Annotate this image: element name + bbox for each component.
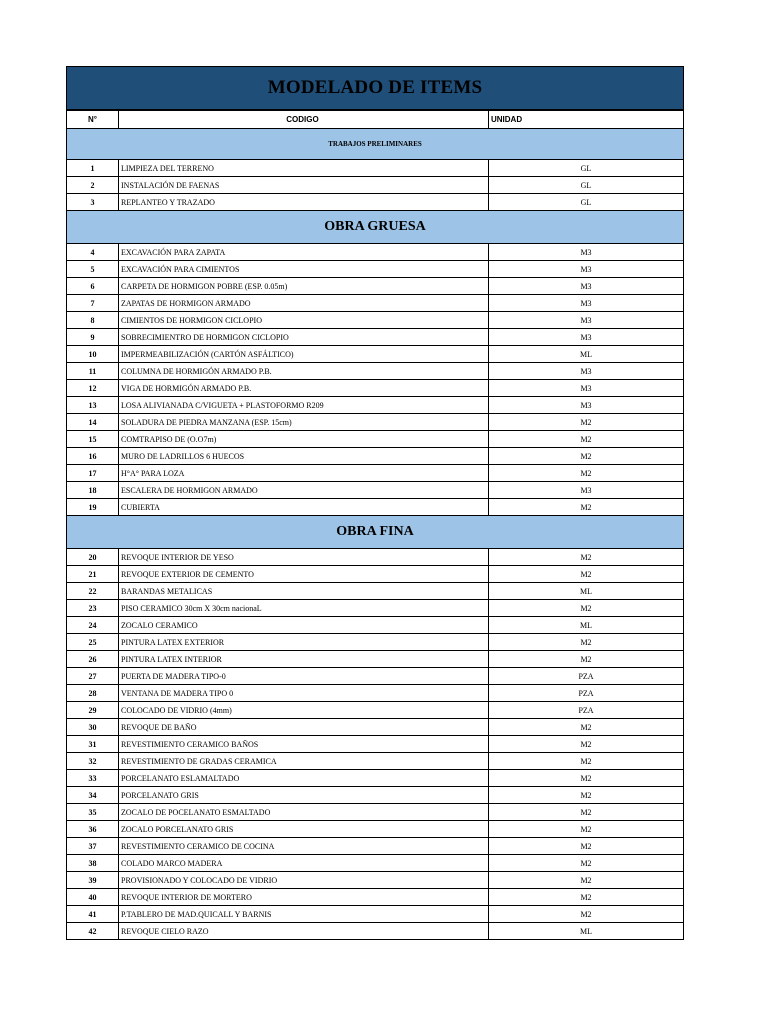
items-sheet [66,66,684,940]
item-unit: M2 [489,431,684,448]
item-number: 38 [67,855,119,872]
table-row [67,499,684,516]
table-row [67,855,684,872]
item-number: 12 [67,380,119,397]
item-description: BARANDAS METALICAS [119,583,489,600]
item-number: 22 [67,583,119,600]
item-unit: M2 [489,448,684,465]
item-unit: M2 [489,770,684,787]
item-description: PORCELANATO ESLAMALTADO [119,770,489,787]
table-row [67,448,684,465]
item-number: 4 [67,244,119,261]
item-unit: M3 [489,312,684,329]
item-number: 35 [67,804,119,821]
item-description: REVESTIMIENTO CERAMICO BAÑOS [119,736,489,753]
item-unit: M2 [489,872,684,889]
item-number: 41 [67,906,119,923]
item-unit: M2 [489,600,684,617]
item-number: 40 [67,889,119,906]
item-description: PORCELANATO GRIS [119,787,489,804]
item-description: REVESTIMIENTO DE GRADAS CERAMICA [119,753,489,770]
item-unit: M2 [489,566,684,583]
item-number: 15 [67,431,119,448]
item-number: 2 [67,177,119,194]
item-unit: M3 [489,329,684,346]
item-number: 20 [67,549,119,566]
item-unit: PZA [489,685,684,702]
table-row [67,482,684,499]
section-header [67,516,684,549]
item-description: CUBIERTA [119,499,489,516]
item-description: COLOCADO DE VIDRIO (4mm) [119,702,489,719]
item-number: 11 [67,363,119,380]
item-number: 14 [67,414,119,431]
item-unit: GL [489,194,684,211]
item-unit: M3 [489,482,684,499]
item-number: 36 [67,821,119,838]
item-number: 34 [67,787,119,804]
item-description: PUERTA DE MADERA TIPO-0 [119,668,489,685]
item-number: 19 [67,499,119,516]
item-number: 3 [67,194,119,211]
table-row [67,278,684,295]
item-description: COLADO MARCO MADERA [119,855,489,872]
header-unit: UNIDAD [489,111,684,129]
table-row [67,668,684,685]
item-unit: M2 [489,804,684,821]
item-unit: M2 [489,499,684,516]
item-description: REPLANTEO Y TRAZADO [119,194,489,211]
table-row [67,312,684,329]
item-number: 9 [67,329,119,346]
item-number: 25 [67,634,119,651]
item-description: PINTURA LATEX EXTERIOR [119,634,489,651]
item-number: 32 [67,753,119,770]
item-unit: PZA [489,702,684,719]
table-row [67,923,684,940]
item-unit: M3 [489,261,684,278]
item-unit: M3 [489,363,684,380]
table-row [67,397,684,414]
item-unit: ML [489,583,684,600]
item-description: PINTURA LATEX INTERIOR [119,651,489,668]
item-number: 1 [67,160,119,177]
page-title: MODELADO DE ITEMS [267,77,483,98]
item-number: 5 [67,261,119,278]
item-description: SOBRECIMIENTRO DE HORMIGON CICLOPIO [119,329,489,346]
item-description: CIMIENTOS DE HORMIGON CICLOPIO [119,312,489,329]
item-number: 42 [67,923,119,940]
table-row [67,889,684,906]
item-number: 16 [67,448,119,465]
item-description: MURO DE LADRILLOS 6 HUECOS [119,448,489,465]
table-row [67,872,684,889]
item-number: 39 [67,872,119,889]
item-unit: GL [489,177,684,194]
item-description: LIMPIEZA DEL TERRENO [119,160,489,177]
item-unit: M2 [489,753,684,770]
item-description: COLUMNA DE HORMIGÓN ARMADO P.B. [119,363,489,380]
item-unit: M3 [489,244,684,261]
item-number: 31 [67,736,119,753]
item-description: PROVISIONADO Y COLOCADO DE VIDRIO [119,872,489,889]
table-row [67,549,684,566]
item-unit: M2 [489,465,684,482]
item-description: EXCAVACIÓN PARA CIMIENTOS [119,261,489,278]
header-number: N° [67,111,119,129]
table-row [67,431,684,448]
section-header [67,211,684,244]
section-header [67,129,684,160]
item-description: REVESTIMIENTO CERAMICO DE COCINA [119,838,489,855]
table-row [67,414,684,431]
item-number: 21 [67,566,119,583]
item-number: 13 [67,397,119,414]
item-unit: M2 [489,414,684,431]
item-number: 7 [67,295,119,312]
table-row [67,363,684,380]
item-description: ZOCALO PORCELANATO GRIS [119,821,489,838]
item-unit: M2 [489,889,684,906]
item-description: H°A° PARA LOZA [119,465,489,482]
item-unit: ML [489,346,684,363]
table-row [67,685,684,702]
item-number: 8 [67,312,119,329]
item-number: 18 [67,482,119,499]
item-description: COMTRAPISO DE (O.O7m) [119,431,489,448]
item-unit: ML [489,617,684,634]
item-unit: M2 [489,787,684,804]
table-row [67,770,684,787]
item-description: INSTALACIÓN DE FAENAS [119,177,489,194]
item-description: ZOCALO CERAMICO [119,617,489,634]
item-number: 6 [67,278,119,295]
item-description: VENTANA DE MADERA TIPO 0 [119,685,489,702]
table-row [67,583,684,600]
header-code: CODIGO [119,111,489,129]
table-row [67,736,684,753]
item-unit: ML [489,923,684,940]
item-description: LOSA ALIVIANADA C/VIGUETA + PLASTOFORMO R209 [119,397,489,414]
table-row [67,244,684,261]
item-description: VIGA DE HORMIGÓN ARMADO P.B. [119,380,489,397]
items-table [66,110,684,940]
table-row [67,719,684,736]
item-unit: M2 [489,634,684,651]
item-number: 30 [67,719,119,736]
item-description: REVOQUE INTERIOR DE MORTERO [119,889,489,906]
item-description: REVOQUE EXTERIOR DE CEMENTO [119,566,489,583]
item-description: ESCALERA DE HORMIGON ARMADO [119,482,489,499]
table-row [67,787,684,804]
item-description: SOLADURA DE PIEDRA MANZANA (ESP. 15cm) [119,414,489,431]
item-number: 29 [67,702,119,719]
title-banner [66,66,684,110]
table-row [67,465,684,482]
item-unit: M2 [489,736,684,753]
item-number: 24 [67,617,119,634]
item-unit: M3 [489,295,684,312]
table-row [67,702,684,719]
item-number: 10 [67,346,119,363]
item-unit: M2 [489,549,684,566]
item-unit: GL [489,160,684,177]
item-description: ZOCALO DE POCELANATO ESMALTADO [119,804,489,821]
table-row [67,261,684,278]
item-description: P.TABLERO DE MAD.QUICALL Y BARNIS [119,906,489,923]
item-unit: PZA [489,668,684,685]
table-row [67,346,684,363]
table-row [67,566,684,583]
item-unit: M2 [489,651,684,668]
item-description: REVOQUE INTERIOR DE YESO [119,549,489,566]
item-number: 28 [67,685,119,702]
header-row [67,111,684,129]
item-unit: M2 [489,821,684,838]
item-description: REVOQUE DE BAÑO [119,719,489,736]
table-row [67,906,684,923]
table-row [67,600,684,617]
table-row [67,617,684,634]
table-row [67,194,684,211]
item-description: ZAPATAS DE HORMIGON ARMADO [119,295,489,312]
table-row [67,804,684,821]
table-row [67,821,684,838]
item-unit: M2 [489,906,684,923]
item-description: IMPERMEABILIZACIÓN (CARTÓN ASFÁLTICO) [119,346,489,363]
section-title: OBRA GRUESA [67,211,684,244]
table-row [67,651,684,668]
table-row [67,380,684,397]
item-unit: M2 [489,855,684,872]
item-number: 37 [67,838,119,855]
section-title: OBRA FINA [67,516,684,549]
item-number: 26 [67,651,119,668]
section-title: TRABAJOS PRELIMINARES [67,129,684,160]
item-description: REVOQUE CIELO RAZO [119,923,489,940]
table-row [67,329,684,346]
table-row [67,177,684,194]
item-description: PISO CERAMICO 30cm X 30cm nacionaL [119,600,489,617]
table-row [67,838,684,855]
item-number: 33 [67,770,119,787]
item-unit: M3 [489,397,684,414]
table-row [67,634,684,651]
item-unit: M3 [489,380,684,397]
item-number: 27 [67,668,119,685]
item-number: 23 [67,600,119,617]
item-number: 17 [67,465,119,482]
table-row [67,753,684,770]
item-unit: M3 [489,278,684,295]
table-row [67,295,684,312]
item-unit: M2 [489,719,684,736]
table-row [67,160,684,177]
item-description: CARPETA DE HORMIGON POBRE (ESP. 0.05m) [119,278,489,295]
item-unit: M2 [489,838,684,855]
item-description: EXCAVACIÓN PARA ZAPATA [119,244,489,261]
